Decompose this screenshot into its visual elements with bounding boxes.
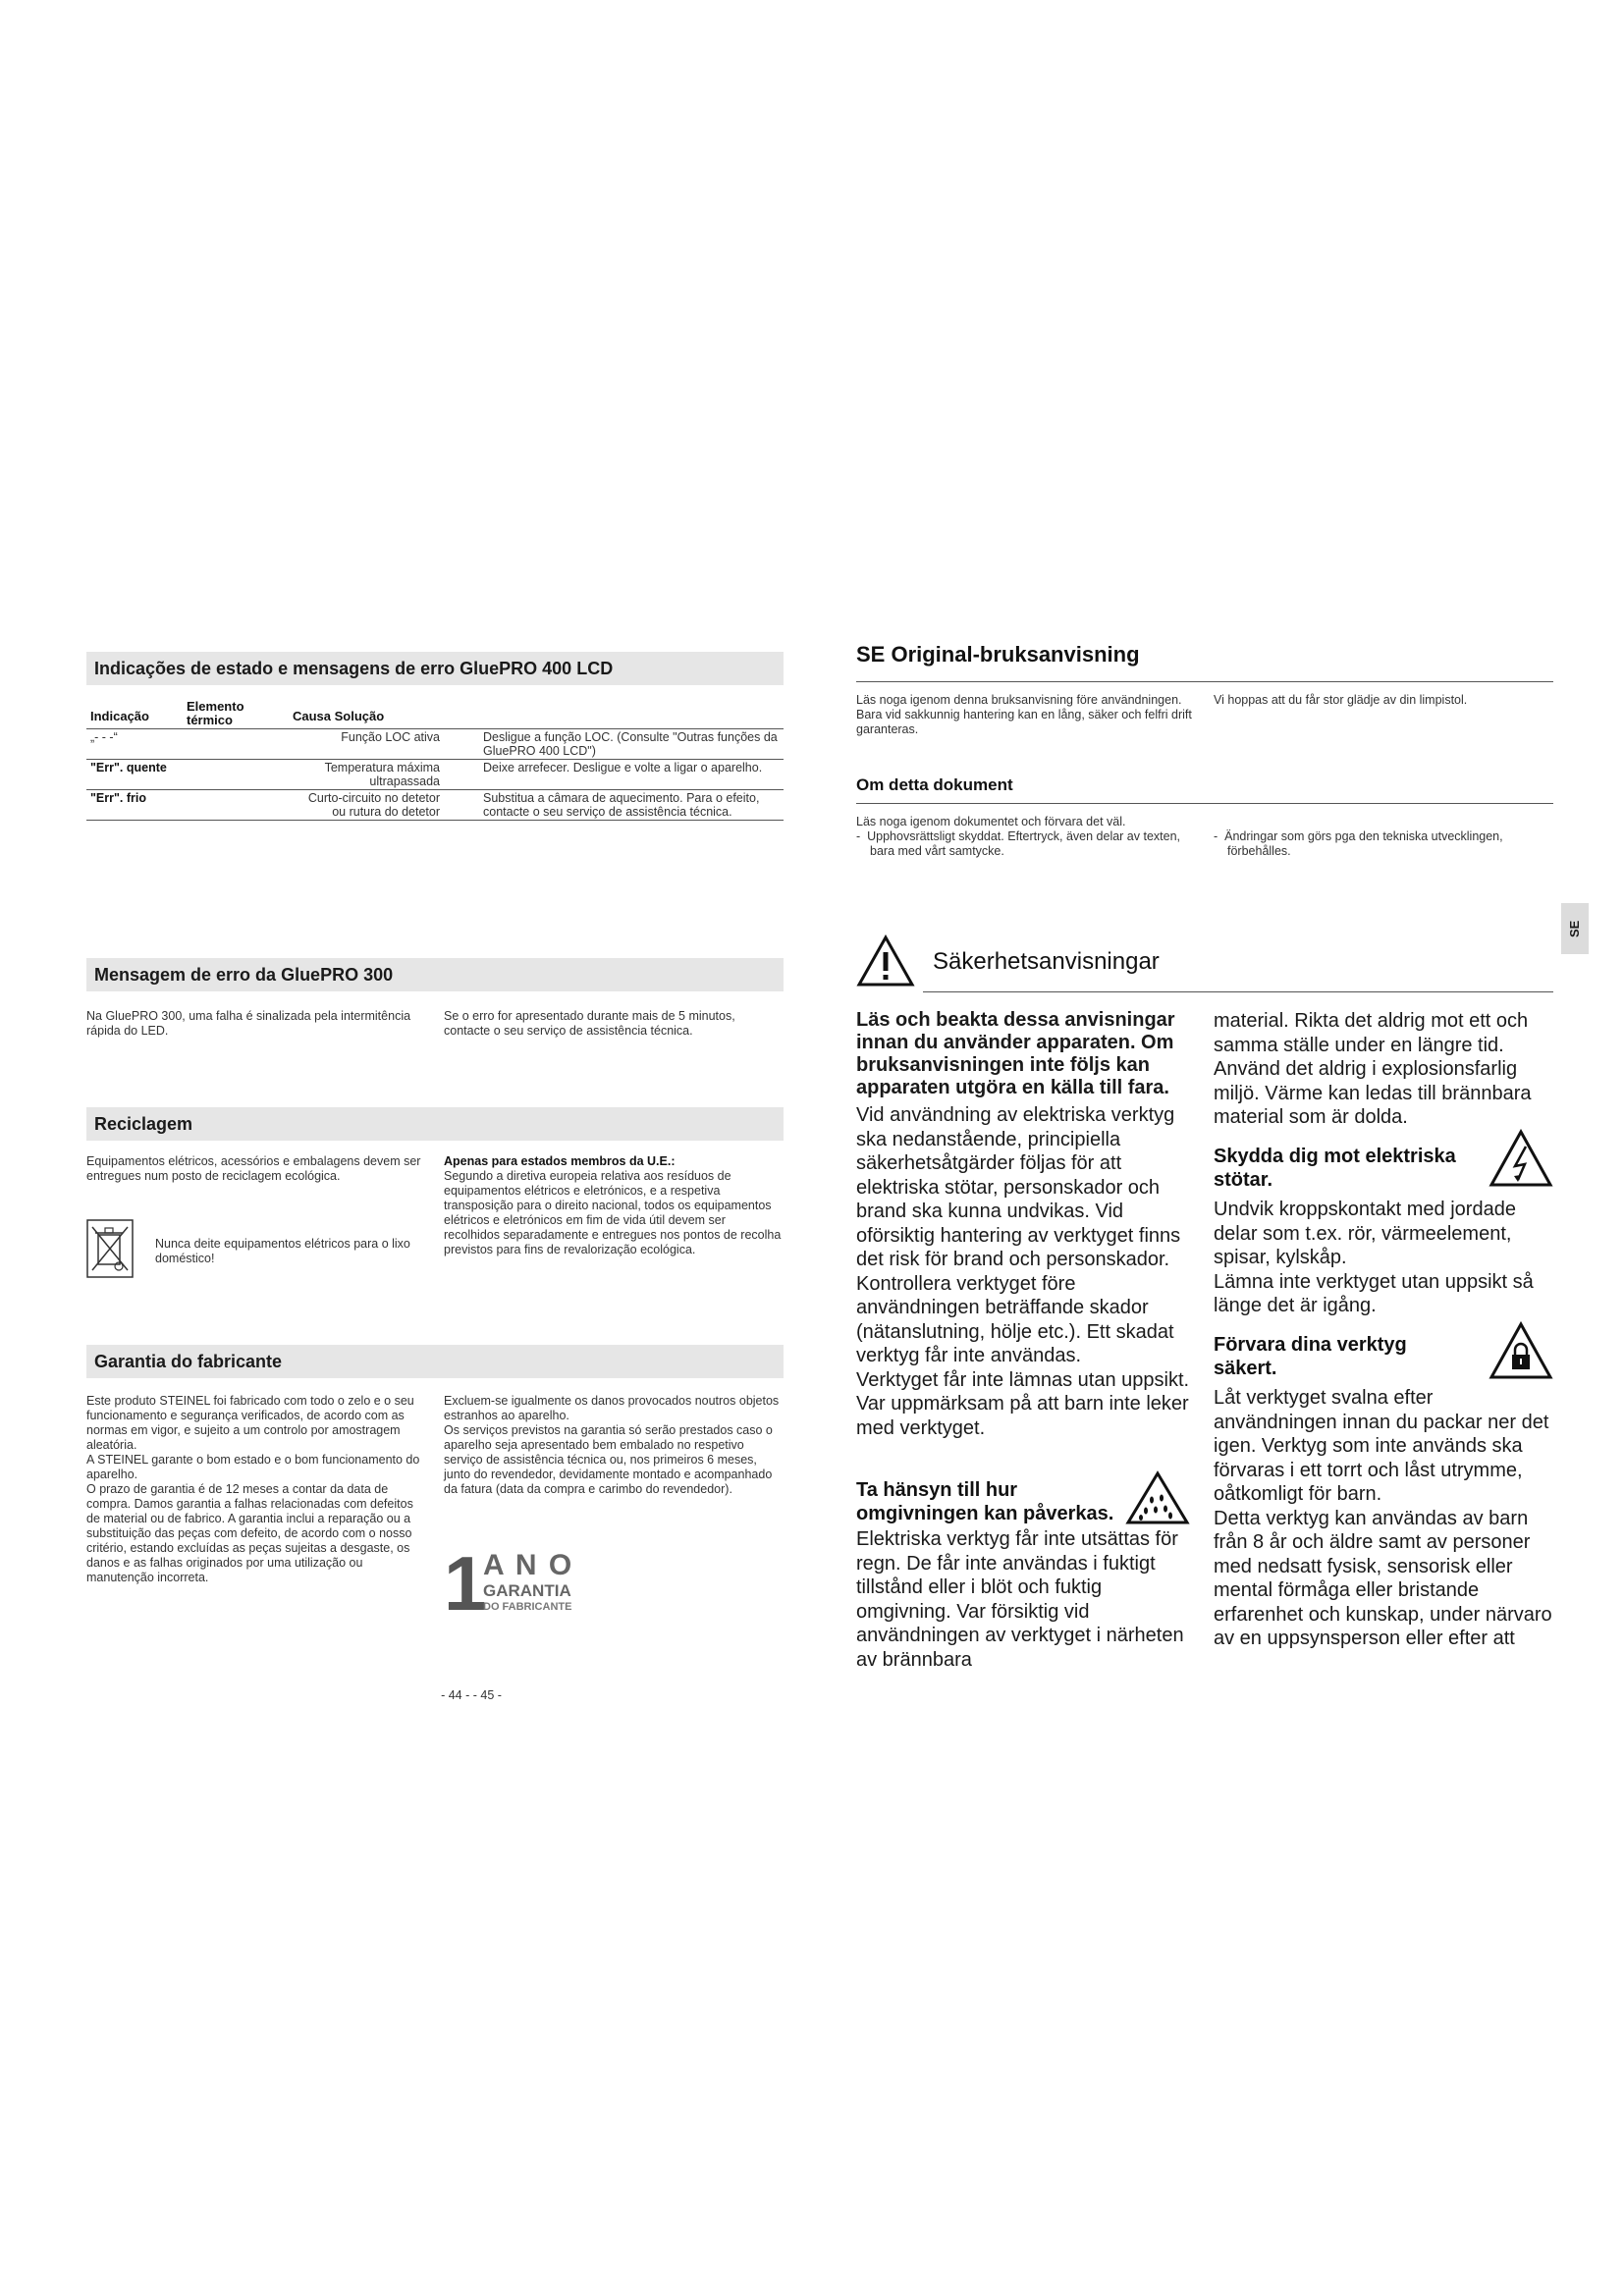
table-row — [86, 729, 784, 760]
col-header-indicator: Indicação — [90, 709, 149, 723]
doc-col1-line: Läs noga igenom dokumentet och förvara det väl. — [856, 815, 1126, 828]
crossed-bin-icon — [86, 1219, 134, 1278]
warranty-badge — [444, 1540, 581, 1627]
warranty-col1 — [86, 1394, 425, 1585]
row-element — [183, 790, 289, 821]
warranty-col1-p2: A STEINEL garante o bom estado e o bom funcionamento do aparelho. — [86, 1453, 420, 1481]
table-row — [86, 760, 784, 790]
env-text: Elektriska verktyg får inte utsättas för regn. De får inte användas i fuktigt tillstånd eller i blöt och fuktig omgivning. Var försiktig vid användningen av verktyget i närheten av brännbara — [856, 1528, 1184, 1671]
status-table — [86, 699, 784, 821]
shock-p2: Lämna inte verktyget utan uppsikt så länge det är igång. — [1214, 1270, 1534, 1316]
doc-section-title: Om detta dokument — [856, 775, 1013, 794]
status-section-title: Indicações de estado e mensagens de erro GluePRO 400 LCD — [86, 652, 784, 685]
badge-number: 1 — [444, 1540, 487, 1627]
warranty-col1-p3: O prazo de garantia é de 12 meses a contar da data de compra. Damos garantia a falhas relacionadas com defeitos de material ou de fabrico. A garantia inclui a reparação ou a substituição das peças com defeito, de acordo com o nosso critério, estando excluídas as peças sujeitas a desgaste, os danos e as falhas originados por uma utilização ou manutenção incorreta. — [86, 1482, 413, 1584]
title-divider — [856, 681, 1553, 682]
badge-ano: A N O — [483, 1549, 574, 1581]
env-title: Ta hänsyn till hur omgivningen kan påverkas. — [856, 1479, 1114, 1524]
store-p1: Låt verktyget svalna efter användningen innan du packar ner det igen. Verktyg som inte används ska förvaras i ett torrt och låst utrymme, oåtkomligt för barn. — [1214, 1387, 1549, 1505]
error300-title: Mensagem de erro da GluePRO 300 — [86, 958, 784, 991]
row-indicator: „- - -“ — [90, 730, 118, 744]
error300-col2: Se o erro for apresentado durante mais de 5 minutos, contacte o seu serviço de assistência técnica. — [444, 1009, 735, 1038]
safety-bold-warning: Läs och beakta dessa anvisningar innan du använder apparaten. Om bruksanvisningen inte följs kan apparaten utgöra en källa till fara. — [856, 1009, 1175, 1098]
shock-title: Skydda dig mot elektriska stötar. — [1214, 1146, 1456, 1191]
doc-col1 — [856, 815, 1195, 859]
safety-title: Säkerhetsanvisningar — [933, 948, 1160, 975]
safety-p2: Kontrollera verktyget före användningen beträffande skador (nätanslutning, hölje etc.). Ett skadat verktyg får inte användas. — [856, 1272, 1174, 1366]
intro-col1: Läs noga igenom denna bruksanvisning före användningen. Bara vid sakkunnig hantering kan en lång, säker och felfri drift garanteras. — [856, 693, 1192, 736]
doc-section-divider — [856, 803, 1553, 804]
rain-warning-icon — [1125, 1470, 1190, 1525]
doc-col1-bullet: - Upphovsrättsligt skyddat. Eftertryck, även delar av texten, bara med vårt samtycke. — [856, 829, 1181, 858]
row-solution: Deixe arrefecer. Desligue e volte a ligar o aparelho. — [483, 761, 763, 774]
safety-p4: Var uppmärksam på att barn inte leker med verktyget. — [856, 1393, 1189, 1439]
row-cause: Curto-circuito no detetor ou rutura do detetor — [307, 791, 440, 819]
recycling-title: Reciclagem — [86, 1107, 784, 1141]
warranty-col2 — [444, 1394, 784, 1497]
page-number: - 44 - - 45 - — [441, 1688, 502, 1702]
row-indicator: "Err". frio — [90, 791, 147, 805]
electric-shock-icon — [1489, 1129, 1553, 1188]
col-header-element: Elemento térmico — [187, 699, 244, 727]
row-cause: Temperatura máxima ultrapassada — [324, 761, 440, 788]
store-body — [1214, 1386, 1553, 1651]
row-element — [183, 729, 289, 760]
row-solution: Desligue a função LOC. (Consulte "Outras funções da GluePRO 400 LCD") — [483, 730, 778, 758]
doc-col2-bullet: - Ändringar som görs pga den tekniska utvecklingen, förbehålles. — [1214, 829, 1503, 858]
warranty-col1-p1: Este produto STEINEL foi fabricado com todo o zelo e o seu funcionamento e segurança verificados, de acordo com as normas em vigor, e sujeito a um controlo por amostragem aleatória. — [86, 1394, 414, 1452]
intro-col2: Vi hoppas att du får stor glädje av din limpistol. — [1214, 693, 1468, 707]
store-p2: Detta verktyg kan användas av barn från 8 år och äldre samt av personer med nedsatt fysisk, sensorisk eller mental förmåga eller bristande erfarenhet och kunskap, under närvaro av en uppsynsperson eller efter att — [1214, 1507, 1552, 1649]
safety-p3: Verktyget får inte lämnas utan uppsikt. — [856, 1368, 1190, 1391]
status-table-wrap — [86, 699, 784, 821]
recycling-col1: Equipamentos elétricos, acessórios e embalagens devem ser entregues num posto de reciclagem ecológica. — [86, 1154, 421, 1183]
error300-col1: Na GluePRO 300, uma falha é sinalizada pela intermitência rápida do LED. — [86, 1009, 411, 1038]
warning-triangle-icon — [856, 934, 915, 988]
safety-col2-p1: material. Rikta det aldrig mot ett och samma ställe under en längre tid. Använd det aldrig i explosionsfarlig miljö. Värme kan ledas till brännbara material som är dolda. — [1214, 1010, 1532, 1128]
badge-fabricante: DO FABRICANTE — [483, 1601, 572, 1613]
shock-body — [1214, 1198, 1553, 1318]
recycling-col2-title: Apenas para estados membros da U.E.: — [444, 1154, 676, 1168]
row-element — [183, 760, 289, 790]
safety-col1 — [856, 1009, 1196, 1440]
warranty-col2-p2: Os serviços previstos na garantia só serão prestados caso o aparelho seja apresentado bem embalado no respetivo serviço de assistência técnica ou, nos primeiros 6 meses, junto do revendedor, devidamente montado e acompanhado da fatura (data da compra e carimbo do revendedor). — [444, 1423, 773, 1496]
row-solution: Substitua a câmara de aquecimento. Para o efeito, contacte o seu serviço de assistência técnica. — [483, 791, 760, 819]
side-tab-se: SE — [1561, 903, 1589, 954]
col-header-cause: Causa Solução — [293, 709, 385, 723]
row-indicator: "Err". quente — [90, 761, 167, 774]
store-title: Förvara dina verktyg säkert. — [1214, 1334, 1407, 1379]
status-table-header-row — [86, 699, 784, 729]
row-cause: Função LOC ativa — [341, 730, 440, 744]
lock-warning-icon — [1489, 1321, 1553, 1380]
badge-garantia: GARANTIA — [483, 1581, 571, 1600]
doc-main-title: SE Original-bruksanvisning — [856, 642, 1140, 667]
table-row — [86, 790, 784, 821]
warranty-title: Garantia do fabricante — [86, 1345, 784, 1378]
safety-p1: Vid användning av elektriska verktyg ska nedanstående, principiella säkerhetsåtgärder följas för att elektriska stötar, personskador och brand ska kunna undvikas. Vid oförsiktig hantering av verktyget finns det risk för brand och personskador. — [856, 1104, 1181, 1270]
safety-divider — [923, 991, 1553, 992]
recycling-bin-text: Nunca deite equipamentos elétricos para o lixo doméstico! — [155, 1237, 410, 1265]
recycling-col2: Segundo a diretiva europeia relativa aos resíduos de equipamentos elétricos e eletrónicos, e a respetiva transposição para o direito nacional, todos os equipamentos elétricos e eletrónicos em fim de vida útil devem ser recolhidos separadamente e entregues nos pontos de recolha previstos para fins de revalorização ecológica. — [444, 1169, 782, 1256]
warranty-col2-p1: Excluem-se igualmente os danos provocados noutros objetos estranhos ao aparelho. — [444, 1394, 780, 1422]
shock-p1: Undvik kroppskontakt med jordade delar som t.ex. rör, värmeelement, spisar, kylskåp. — [1214, 1199, 1516, 1268]
